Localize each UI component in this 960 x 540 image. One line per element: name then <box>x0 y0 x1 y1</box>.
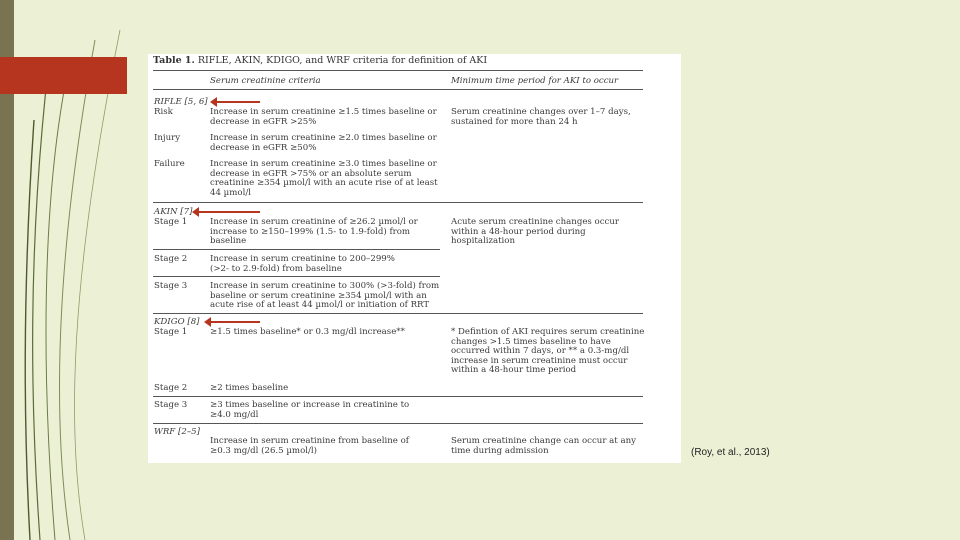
table-caption-title: RIFLE, AKIN, KDIGO, and WRF criteria for definition of AKI <box>197 55 488 66</box>
row-kdigo1-time: * Defintion of AKI requires serum creatinine changes >1.5 times baseline to have occurred within 7 days, or ** a 0.3-mg/dl increase in serum creatinine must occur within a 48-hour time period <box>451 327 645 376</box>
rule-akin1 <box>153 249 440 250</box>
header-time-period: Minimum time period for AKI to occur <box>451 76 619 86</box>
rule-akin2 <box>153 276 440 277</box>
kdigo-arrow <box>210 321 260 323</box>
row-injury-label: Injury <box>154 133 181 143</box>
row-kdigo3-label: Stage 3 <box>154 400 188 410</box>
row-kdigo3-criteria: ≥3 times baseline or increase in creatinine to ≥4.0 mg/dl <box>210 400 410 420</box>
row-wrf-time: Serum creatinine change can occur at any time during admission <box>451 436 636 456</box>
row-risk-label: Risk <box>154 107 173 117</box>
row-injury-criteria: Increase in serum creatinine ≥2.0 times baseline or decrease in eGFR ≥50% <box>210 133 437 153</box>
rule-kdigo2 <box>153 396 643 397</box>
group-rifle: RIFLE [5, 6] <box>154 97 208 107</box>
citation: (Roy, et al., 2013) <box>691 447 770 458</box>
rule-kdigo <box>153 423 643 424</box>
rule-rifle <box>153 202 643 203</box>
accent-tab <box>0 57 127 94</box>
rule-header <box>153 89 643 90</box>
row-akin3-criteria: Increase in serum creatinine to 300% (>3-fold) from baseline or serum creatinine ≥354 µmol/l with an acute rise of at least 44 µmol/l or initiation of RRT <box>210 281 440 311</box>
row-risk-criteria: Increase in serum creatinine ≥1.5 times baseline or decrease in eGFR >25% <box>210 107 437 127</box>
row-akin1-label: Stage 1 <box>154 217 188 227</box>
header-criteria: Serum creatinine criteria <box>210 76 321 86</box>
table-caption <box>153 55 487 66</box>
row-failure-criteria: Increase in serum creatinine ≥3.0 times baseline or decrease in eGFR >75% or an absolute serum creatinine ≥354 µmol/l with an acute rise of at least 44 µmol/l <box>210 159 438 198</box>
row-failure-label: Failure <box>154 159 185 169</box>
row-wrf-criteria: Increase in serum creatinine from baseline of ≥0.3 mg/dl (26.5 µmol/l) <box>210 436 409 456</box>
rule-top <box>153 70 643 71</box>
rule-akin <box>153 313 643 314</box>
row-akin3-label: Stage 3 <box>154 281 188 291</box>
row-akin1-time: Acute serum creatinine changes occur within a 48-hour period during hospitalization <box>451 217 619 247</box>
akin-arrow <box>198 211 260 213</box>
row-kdigo1-criteria: ≥1.5 times baseline* or 0.3 mg/dl increase** <box>210 327 405 337</box>
row-kdigo2-criteria: ≥2 times baseline <box>210 383 289 393</box>
group-akin: AKIN [7] <box>154 207 193 217</box>
rifle-arrow <box>216 101 260 103</box>
row-akin2-criteria: Increase in serum creatinine to 200–299% (>2- to 2.9-fold) from baseline <box>210 254 395 274</box>
row-risk-time: Serum creatinine changes over 1–7 days, sustained for more than 24 h <box>451 107 631 127</box>
row-akin2-label: Stage 2 <box>154 254 188 264</box>
row-kdigo2-label: Stage 2 <box>154 383 188 393</box>
group-kdigo: KDIGO [8] <box>154 317 200 327</box>
group-wrf: WRF [2–5] <box>154 427 200 437</box>
table-caption-label: Table 1. <box>153 55 195 66</box>
row-akin1-criteria: Increase in serum creatinine of ≥26.2 µmol/l or increase to ≥150–199% (1.5- to 1.9-fold) from baseline <box>210 217 418 247</box>
row-kdigo1-label: Stage 1 <box>154 327 188 337</box>
